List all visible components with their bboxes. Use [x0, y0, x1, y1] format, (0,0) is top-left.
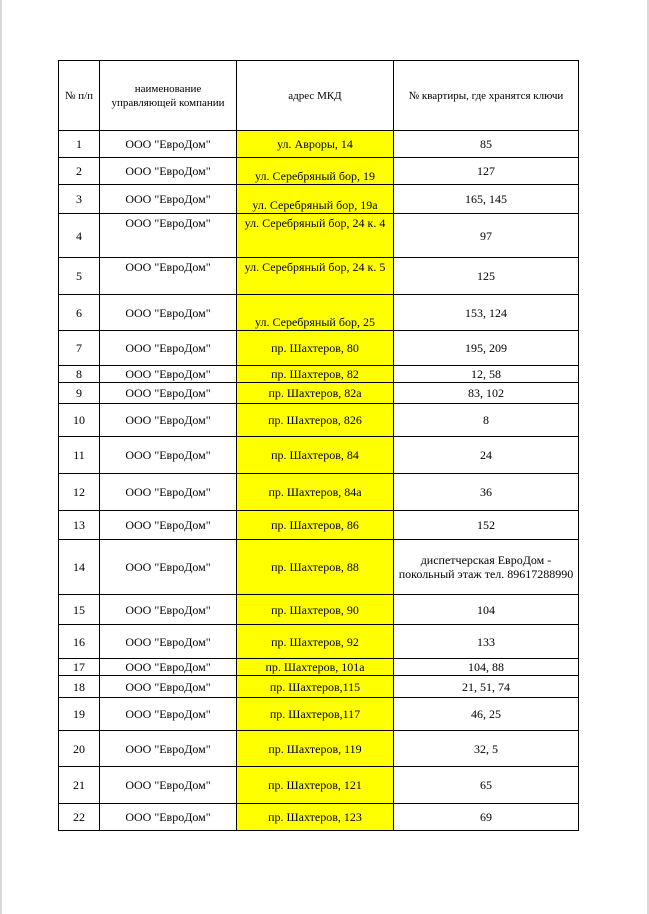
table-row [59, 676, 579, 698]
keys-table [58, 60, 579, 831]
cell-apartment: 153, 124 [394, 295, 579, 331]
cell-company: ООО "ЕвроДом" [100, 214, 237, 258]
cell-address: ул. Серебряный бор, 25 [237, 295, 394, 331]
cell-address: пр. Шахтеров, 101а [237, 659, 394, 676]
cell-apartment: 104 [394, 595, 579, 625]
cell-apartment: 152 [394, 511, 579, 540]
cell-company: ООО "ЕвроДом" [100, 185, 237, 214]
cell-address: пр. Шахтеров, 82а [237, 383, 394, 404]
cell-address: пр. Шахтеров,117 [237, 698, 394, 731]
cell-address: пр. Шахтеров, 86 [237, 511, 394, 540]
table-row [59, 511, 579, 540]
cell-num: 2 [59, 158, 100, 185]
table-row [59, 731, 579, 767]
cell-apartment: 97 [394, 214, 579, 258]
table-row [59, 659, 579, 676]
table-row [59, 295, 579, 331]
table-row [59, 595, 579, 625]
cell-company: ООО "ЕвроДом" [100, 595, 237, 625]
cell-apartment: 83, 102 [394, 383, 579, 404]
cell-address: пр. Шахтеров, 121 [237, 767, 394, 804]
cell-company: ООО "ЕвроДом" [100, 540, 237, 595]
cell-address: ул. Серебряный бор, 24 к. 5 [237, 258, 394, 295]
cell-apartment: 21, 51, 74 [394, 676, 579, 698]
cell-company: ООО "ЕвроДом" [100, 404, 237, 437]
cell-num: 14 [59, 540, 100, 595]
cell-num: 4 [59, 214, 100, 258]
cell-num: 16 [59, 625, 100, 659]
cell-apartment: 125 [394, 258, 579, 295]
table-row [59, 767, 579, 804]
table-row [59, 185, 579, 214]
cell-apartment: 32, 5 [394, 731, 579, 767]
header-num: № п/п [59, 61, 100, 131]
cell-address: пр. Шахтеров, 84а [237, 474, 394, 511]
cell-apartment: 133 [394, 625, 579, 659]
cell-company: ООО "ЕвроДом" [100, 295, 237, 331]
cell-num: 11 [59, 437, 100, 474]
table-row [59, 383, 579, 404]
cell-company: ООО "ЕвроДом" [100, 767, 237, 804]
cell-company: ООО "ЕвроДом" [100, 676, 237, 698]
cell-company: ООО "ЕвроДом" [100, 511, 237, 540]
table-row [59, 698, 579, 731]
table-row [59, 331, 579, 366]
header-apartment: № квартиры, где хранятся ключи [394, 61, 579, 131]
cell-address: пр. Шахтеров,115 [237, 676, 394, 698]
cell-company: ООО "ЕвроДом" [100, 698, 237, 731]
cell-company: ООО "ЕвроДом" [100, 625, 237, 659]
cell-apartment: диспетчерская ЕвроДом - покольный этаж тел. 89617288990 [394, 540, 579, 595]
cell-address: пр. Шахтеров, 84 [237, 437, 394, 474]
cell-apartment: 65 [394, 767, 579, 804]
cell-company: ООО "ЕвроДом" [100, 383, 237, 404]
cell-company: ООО "ЕвроДом" [100, 659, 237, 676]
cell-num: 7 [59, 331, 100, 366]
table-row [59, 804, 579, 831]
cell-num: 18 [59, 676, 100, 698]
table-row [59, 258, 579, 295]
cell-apartment: 36 [394, 474, 579, 511]
cell-company: ООО "ЕвроДом" [100, 331, 237, 366]
cell-company: ООО "ЕвроДом" [100, 804, 237, 831]
header-company: наименование управляющей компании [100, 61, 237, 131]
cell-address: ул. Серебряный бор, 24 к. 4 [237, 214, 394, 258]
table-row [59, 131, 579, 158]
header-address: адрес МКД [237, 61, 394, 131]
cell-apartment: 24 [394, 437, 579, 474]
cell-company: ООО "ЕвроДом" [100, 258, 237, 295]
cell-address: пр. Шахтеров, 90 [237, 595, 394, 625]
cell-address: пр. Шахтеров, 80 [237, 331, 394, 366]
cell-num: 20 [59, 731, 100, 767]
table-row [59, 437, 579, 474]
table-row [59, 540, 579, 595]
cell-address: пр. Шахтеров, 82 [237, 366, 394, 383]
cell-address: пр. Шахтеров, 826 [237, 404, 394, 437]
cell-apartment: 8 [394, 404, 579, 437]
cell-num: 6 [59, 295, 100, 331]
table-row [59, 625, 579, 659]
cell-num: 10 [59, 404, 100, 437]
cell-apartment: 46, 25 [394, 698, 579, 731]
cell-num: 3 [59, 185, 100, 214]
cell-company: ООО "ЕвроДом" [100, 731, 237, 767]
cell-apartment: 104, 88 [394, 659, 579, 676]
cell-apartment: 127 [394, 158, 579, 185]
cell-address: пр. Шахтеров, 119 [237, 731, 394, 767]
table-body [59, 131, 579, 831]
cell-num: 8 [59, 366, 100, 383]
cell-num: 5 [59, 258, 100, 295]
cell-address: ул. Серебряный бор, 19 [237, 158, 394, 185]
cell-num: 15 [59, 595, 100, 625]
page-edge-left [0, 0, 2, 914]
table-row [59, 214, 579, 258]
cell-company: ООО "ЕвроДом" [100, 158, 237, 185]
cell-num: 21 [59, 767, 100, 804]
cell-company: ООО "ЕвроДом" [100, 366, 237, 383]
cell-num: 1 [59, 131, 100, 158]
cell-apartment: 195, 209 [394, 331, 579, 366]
cell-num: 19 [59, 698, 100, 731]
table-header-row [59, 61, 579, 131]
cell-apartment: 165, 145 [394, 185, 579, 214]
table-row [59, 366, 579, 383]
cell-company: ООО "ЕвроДом" [100, 437, 237, 474]
cell-company: ООО "ЕвроДом" [100, 131, 237, 158]
table-row [59, 474, 579, 511]
table-row [59, 404, 579, 437]
cell-apartment: 85 [394, 131, 579, 158]
cell-address: пр. Шахтеров, 123 [237, 804, 394, 831]
cell-address: пр. Шахтеров, 92 [237, 625, 394, 659]
cell-address: ул. Авроры, 14 [237, 131, 394, 158]
cell-address: пр. Шахтеров, 88 [237, 540, 394, 595]
cell-num: 9 [59, 383, 100, 404]
cell-num: 17 [59, 659, 100, 676]
cell-company: ООО "ЕвроДом" [100, 474, 237, 511]
cell-num: 12 [59, 474, 100, 511]
cell-apartment: 69 [394, 804, 579, 831]
table-row [59, 158, 579, 185]
cell-apartment: 12, 58 [394, 366, 579, 383]
cell-address: ул. Серебряный бор, 19а [237, 185, 394, 214]
cell-num: 13 [59, 511, 100, 540]
cell-num: 22 [59, 804, 100, 831]
